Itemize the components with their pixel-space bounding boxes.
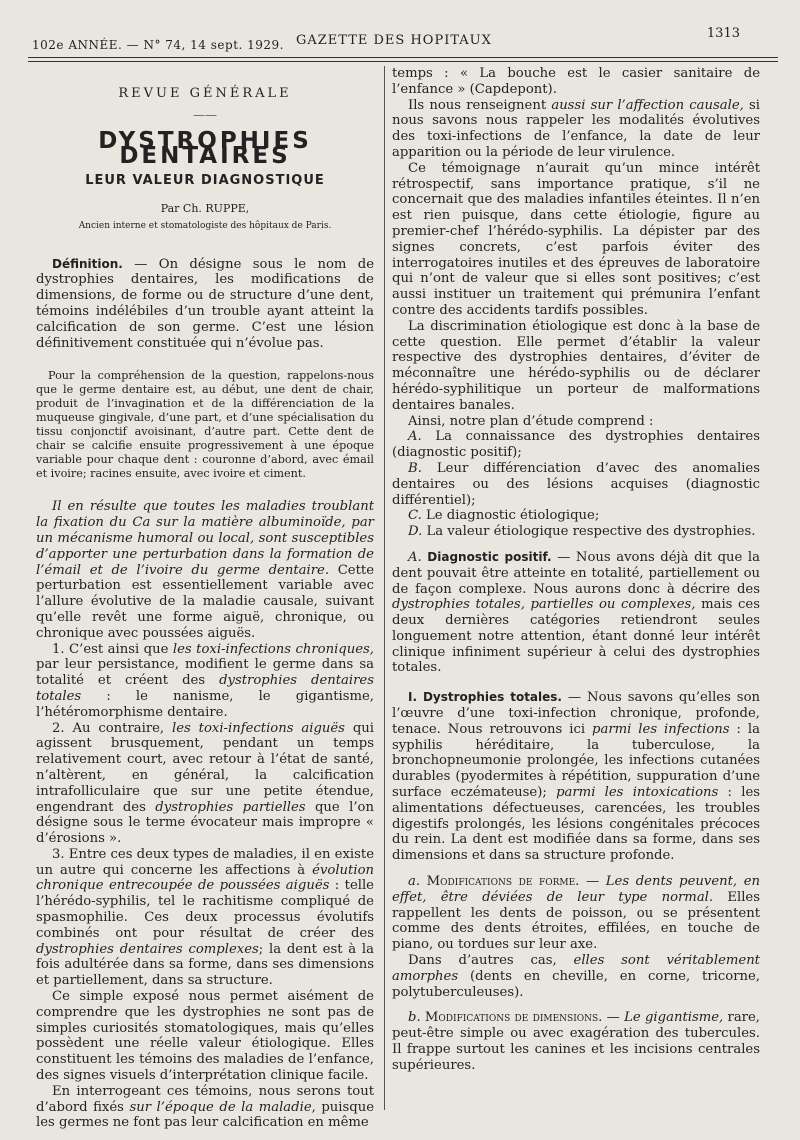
subsection-a-paragraph: a. Modifications de forme. — Les dents peuvent, en effet, être déviées de leur type normal. Elles rappellent les dents de poisson, ou se présentent comme des dents étroites, effilées, en touche de piano, ou tordues sur leur axe. <box>392 874 761 953</box>
note-block <box>36 369 374 481</box>
right-paragraph-3: Ce témoignage n’aurait qu’un mince intérêt rétrospectif, sans importance pratique, s’il ne concernait que des maladies infantiles éteintes. Il n’en est rien puisque, dans cette étiologie, figure au premier-chef l’hérédo-syphilis. La dépister par des signes concrets, c’est parfois éviter des interrogatoires inutiles et des épreuves de laboratoire qui n’ont de valeur que si elles sont positives; c’est aussi instituer un traitement qui prémunira l’enfant contre des accidents tardifs possibles. <box>392 160 760 318</box>
journal-title: GAZETTE DES HOPITAUX <box>296 33 492 48</box>
spacer <box>392 864 760 874</box>
spacer <box>392 1000 760 1010</box>
article-subtitle: LEUR VALEUR DIAGNOSTIQUE <box>85 173 325 189</box>
plan-item-a: A. La connaissance des dystrophies dentaires (diagnostic positif); <box>392 429 760 461</box>
header-rule-double <box>28 61 778 62</box>
paragraph-4: 3. Entre ces deux types de maladies, il en existe un autre qui concerne les affections à évolution chronique entrecoupée de poussées aiguës : telle l’hérédo-syphilis, tel le rachitisme compliqué de spasmophilie. Ces deux processus évolutifs combinés ont pour résultat de créer des dystrophies dentaires complexes; la dent est à la fois adultérée dans sa forme, dans ses dimensions et partiellement, dans sa structure. <box>36 846 374 989</box>
right-paragraph-2: Ils nous renseignent aussi sur l’affection causale, si nous savons nous rappeler les modalités évolutives des toxi-infections de l’enfance, la date de leur apparition ou la période de leur virulence. <box>392 97 761 160</box>
paragraph-1: Il en résulte que toutes les maladies troublant la fixation du Ca sur la matière albuminoïde, par un mécanisme humoral ou local, sont susceptibles d’apporter une perturbation dans la formation de l’émail et de l’ivoire du germe dentaire. Cette perturbation est essentiellement variable avec l’allure évolutive de la maladie causale, suivant qu’elle revêt une forme aiguë, chronique, ou chronique avec poussées aiguës. <box>36 499 374 641</box>
author: Par Ch. RUPPE, <box>160 201 250 215</box>
subsection-a-paragraph-2: Dans d’autres cas, elles sont véritablement amorphes (dents en cheville, en corne, tricorne, polytuberculeuses). <box>392 953 760 1000</box>
paragraph-6: En interrogeant ces témoins, nous serons tout d’abord fixés sur l’époque de la maladie, puisque les germes ne font pas leur calcification en même <box>36 1083 375 1131</box>
section-a-heading: Diagnostic positif. <box>427 549 552 564</box>
definition-paragraph: Définition. — On désigne sous le nom de dystrophies dentaires, les modifications de dimensions, de forme ou de structure d’une dent, témoins indélébiles d’un trouble ayant atteint la calcification de son germe. C’est une lésion définitivement constituée qui n’évolue pas. <box>36 256 374 351</box>
section-a-paragraph: A. Diagnostic positif. — Nous avons déjà dit que la dent pouvait être atteinte en totalité, partiellement ou de façon complexe. Nous aurons donc à décrire des dystrophies totales, partielles ou complexes, mais ces deux dernières catégories retiendront seules longuement notre attention, étant donné leur intérêt clinique infiniment supérieur à celui des dystrophies totales. <box>392 549 760 676</box>
note-paragraph: Pour la compréhension de la question, rappelons-nous que le germe dentaire est, au début, une dent de chair, produit de l’invagination et de la différenciation de la muqueuse gingivale, d’une part, et d’une spécialisation du tissu conjonctif avoisinant, d’autre part. Cette dent de chair se calcifie ensuite progressivement à une époque variable pour chaque dent : couronne d’abord, avec émail et ivoire; racines ensuite, avec ivoire et ciment. <box>36 369 374 481</box>
subsection-a-heading: Modifications de forme. <box>426 874 580 890</box>
spacer <box>392 540 760 550</box>
plan-item-c: C. Le diagnostic étiologique; <box>408 508 600 524</box>
plan-item-b: B. Leur différenciation d’avec des anomalies dentaires ou des lésions acquises (diagnostic différentiel); <box>392 460 760 508</box>
page-number: 1313 <box>706 26 740 41</box>
paragraph-2: 1. C’est ainsi que les toxi-infections chroniques, par leur persistance, modifient le germe dans sa totalité et créent des dystrophies dentaires totales : le nanisme, le gigantisme, l’hétéromorphisme dentaire. <box>36 641 374 720</box>
spacer <box>392 676 760 690</box>
section-1-heading: I. Dystrophies totales. <box>408 690 562 705</box>
plan-intro: Ainsi, notre plan d’étude comprend : <box>408 413 654 429</box>
subsection-b-paragraph: b. Modifications de dimensions. — Le gigantisme, rare, peut-être simple ou avec exagération des tubercules. Il frappe surtout les canines et les incisions centrales supérieures. <box>392 1010 760 1073</box>
right-paragraph-1: temps : « La bouche est le casier sanitaire de l’enfance » (Capdepont). <box>392 66 760 97</box>
right-paragraph-4: La discrimination étiologique est donc à la base de cette question. Elle permet d’établir la valeur respective des dystrophies dentaires, d’éviter de méconnaître une hérédo-syphilis ou de déclarer hérédo-syphilitique un porteur de malformations dentaires banales. <box>392 318 760 413</box>
subsection-b-heading: Modifications de dimensions. <box>424 1010 603 1026</box>
paragraph-3: 2. Au contraire, les toxi-infections aiguës qui agissent brusquement, pendant un temps relativement court, avec retour à l’état de santé, n’altèrent, en général, la calcification intrafolliculaire que sur une petite étendue, engendrant des dystrophies partielles que l’on désigne sous le terme évocateur mais impropre « d’érosions ». <box>36 720 374 847</box>
plan-item-d: D. La valeur étiologique respective des dystrophies. <box>408 524 756 540</box>
paragraph-5: Ce simple exposé nous permet aisément de comprendre que les dystrophies ne sont pas de simples curiosités stomatologiques, mais qu’elles possèdent une réelle valeur étiologique. Elles constituent les témoins des maladies de l’enfance, des signes visuels d’interprétation clinique facile. <box>36 989 374 1084</box>
right-column <box>392 66 760 1074</box>
column-divider <box>384 66 385 1110</box>
affiliation: Ancien interne et stomatologiste des hôpitaux de Paris. <box>78 220 332 231</box>
issue-info: 102e ANNÉE. — N° 74, 14 sept. 1929. <box>32 38 284 52</box>
definition-label: Définition. <box>52 256 123 271</box>
section-1-paragraph: I. Dystrophies totales. — Nous savons qu’elles son l’œuvre d’une toxi-infection chronique, profonde, tenace. Nous retrouvons ici parmi les infections : la syphilis héréditaire, la tuberculose, la bronchopneumonie prolongée, les infections cutanées durables (pyodermites à répétition, suppuration d’une surface eczémateuse); parmi les intoxications : les alimentations défectueuses, carencées, les troubles digestifs prolongés, les lésions congénitales précoces du rein. La dent est modifiée dans sa forme, dans ses dimensions et dans sa structure profonde. <box>392 690 761 864</box>
left-column <box>36 66 374 1131</box>
article-title: DYSTROPHIES DENTAIRES <box>98 127 312 170</box>
separator: —— <box>193 107 217 122</box>
header-rule <box>28 57 778 58</box>
section-label: REVUE GÉNÉRALE <box>118 86 292 101</box>
